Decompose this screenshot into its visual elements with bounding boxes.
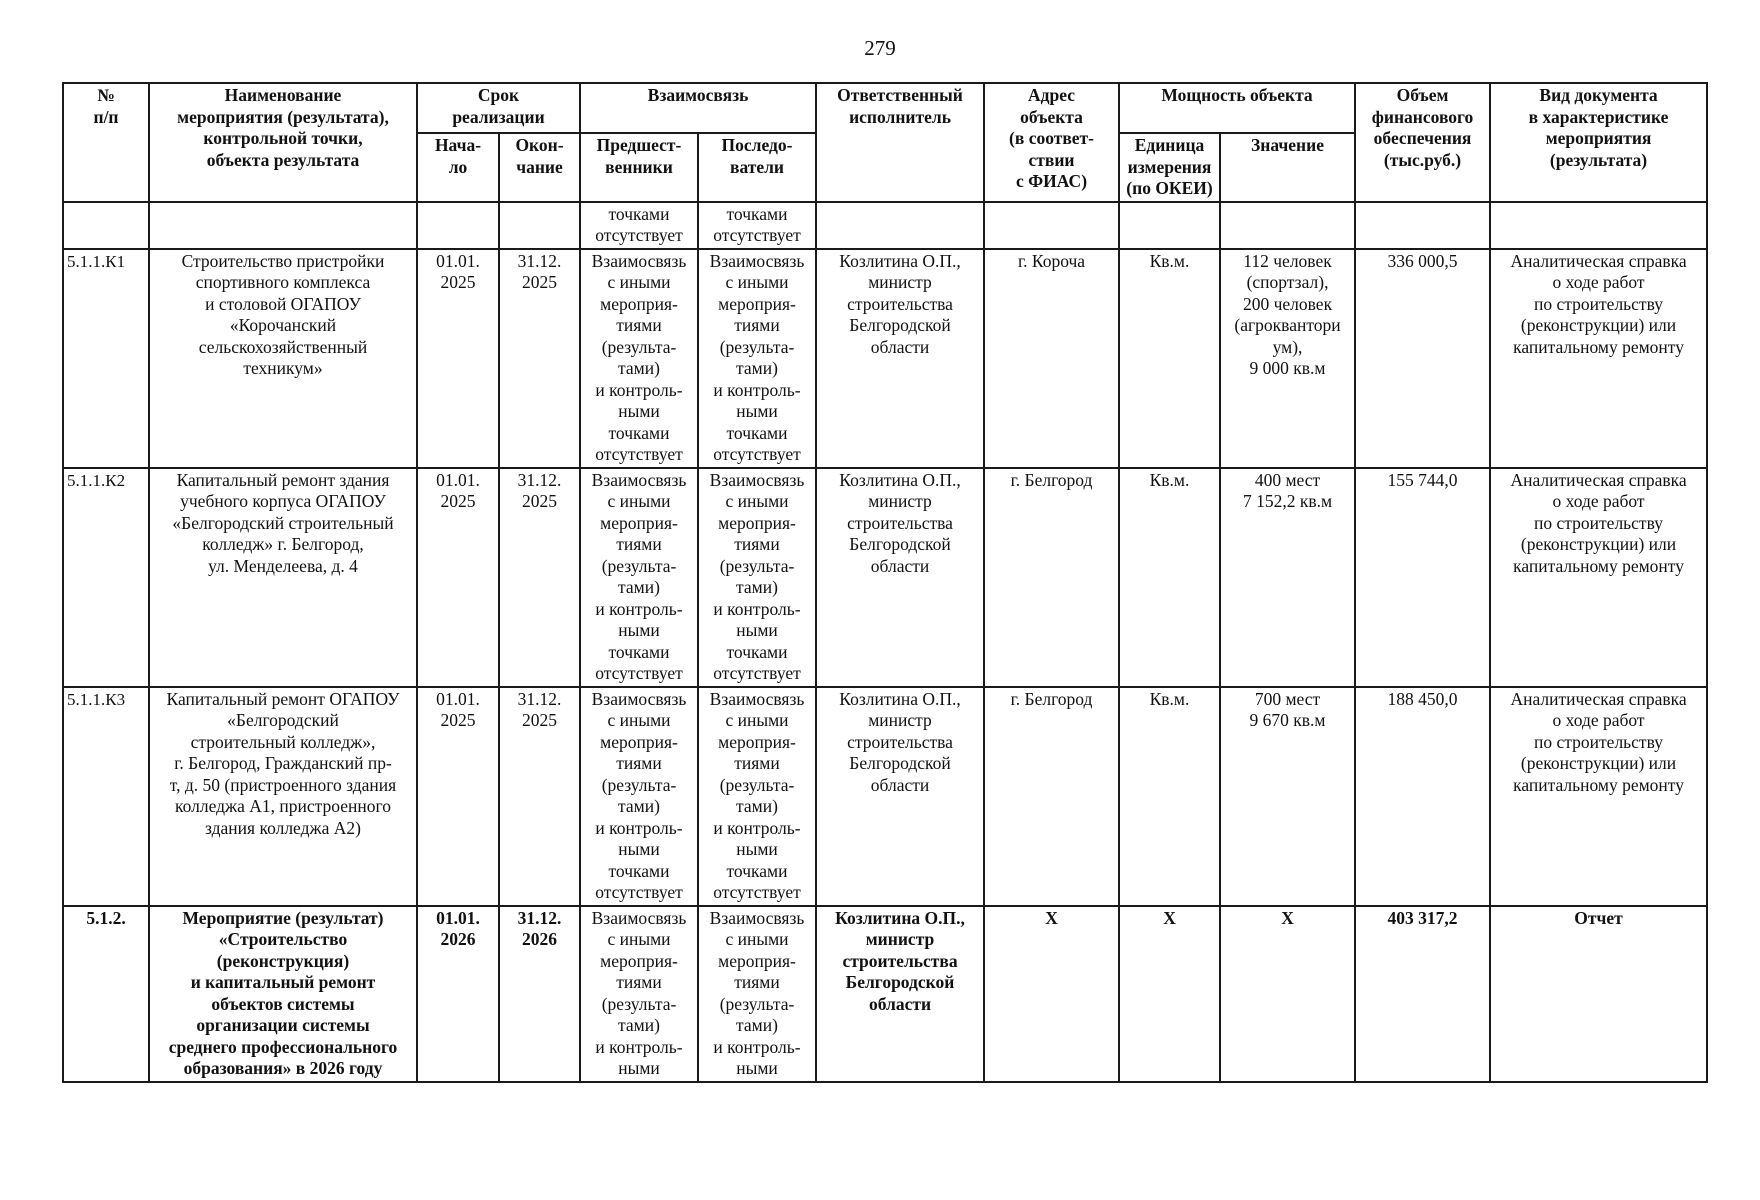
row-finance: 155 744,0 [1355,468,1490,687]
continuation-row [63,202,1707,249]
header-term: Срок реализации [417,83,580,133]
row-doc: Аналитическая справка о ходе работ по строительству (реконструкции) или капитальному ремонту [1490,468,1707,687]
row-name: Мероприятие (результат) «Строительство (реконструкция) и капитальный ремонт объектов системы организации системы среднего профессионального образования» в 2026 году [149,906,417,1082]
continuation-next: точками отсутствует [698,202,816,249]
header-row-1 [63,83,1707,133]
row-address: г. Белгород [984,687,1119,906]
row-unit: X [1119,906,1220,1082]
row-end: 31.12. 2025 [499,468,580,687]
row-start: 01.01. 2026 [417,906,499,1082]
row-next: Взаимосвязь с иными мероприя- тиями (результа- тами) и контроль- ными точками отсутствует [698,249,816,468]
page-number: 279 [864,36,896,60]
row-unit: Кв.м. [1119,687,1220,906]
header-doc-type: Вид документа в характеристике мероприятия (результата) [1490,83,1707,202]
table-row-summary [63,906,1707,1082]
row-responsible: Козлитина О.П., министр строительства Белгородской области [816,249,984,468]
row-start: 01.01. 2025 [417,468,499,687]
row-unit: Кв.м. [1119,249,1220,468]
header-term-end: Окон- чание [499,133,580,202]
header-num: № п/п [63,83,149,202]
row-name: Капитальный ремонт ОГАПОУ «Белгородский строительный колледж», г. Белгород, Гражданский пр- т, д. 50 (пристроенного здания колледжа А1, пристроенного здания колледжа А2) [149,687,417,906]
continuation-prev: точками отсутствует [580,202,698,249]
row-name: Капитальный ремонт здания учебного корпуса ОГАПОУ «Белгородский строительный колледж» г. Белгород, ул. Менделеева, д. 4 [149,468,417,687]
header-capacity-value: Значение [1220,133,1355,202]
row-end: 31.12. 2025 [499,249,580,468]
header-link: Взаимосвязь [580,83,816,133]
header-responsible: Ответственный исполнитель [816,83,984,202]
header-term-start: Нача- ло [417,133,499,202]
row-prev: Взаимосвязь с иными мероприя- тиями (результа- тами) и контроль- ными точками отсутствует [580,687,698,906]
row-doc: Отчет [1490,906,1707,1082]
row-address: X [984,906,1119,1082]
row-next: Взаимосвязь с иными мероприя- тиями (результа- тами) и контроль- ными точками отсутствует [698,468,816,687]
header-address: Адрес объекта (в соответ- ствии с ФИАС) [984,83,1119,202]
row-num: 5.1.1.К2 [63,468,149,687]
row-num: 5.1.1.К1 [63,249,149,468]
row-prev: Взаимосвязь с иными мероприя- тиями (результа- тами) и контроль- ными точками отсутствует [580,468,698,687]
row-next: Взаимосвязь с иными мероприя- тиями (результа- тами) и контроль- ными точками отсутствует [698,687,816,906]
table-row [63,468,1707,687]
row-responsible: Козлитина О.П., министр строительства Белгородской области [816,687,984,906]
header-name: Наименование мероприятия (результата), контрольной точки, объекта результата [149,83,417,202]
table-row [63,249,1707,468]
row-prev: Взаимосвязь с иными мероприя- тиями (результа- тами) и контроль- ными точками отсутствует [580,249,698,468]
table-row [63,687,1707,906]
row-name: Строительство пристройки спортивного комплекса и столовой ОГАПОУ «Корочанский сельскохозяйственный техникум» [149,249,417,468]
row-responsible: Козлитина О.П., министр строительства Белгородской области [816,468,984,687]
row-doc: Аналитическая справка о ходе работ по строительству (реконструкции) или капитальному ремонту [1490,249,1707,468]
row-address: г. Белгород [984,468,1119,687]
row-finance: 403 317,2 [1355,906,1490,1082]
row-unit: Кв.м. [1119,468,1220,687]
header-capacity: Мощность объекта [1119,83,1355,133]
row-finance: 188 450,0 [1355,687,1490,906]
row-start: 01.01. 2025 [417,249,499,468]
header-link-next: Последо- ватели [698,133,816,202]
row-value: 112 человек (спортзал), 200 человек (агроквантори ум), 9 000 кв.м [1220,249,1355,468]
header-capacity-unit: Единица измерения (по ОКЕИ) [1119,133,1220,202]
row-start: 01.01. 2025 [417,687,499,906]
row-next: Взаимосвязь с иными мероприя- тиями (результа- тами) и контроль- ными [698,906,816,1082]
row-num: 5.1.1.К3 [63,687,149,906]
row-value: 400 мест 7 152,2 кв.м [1220,468,1355,687]
row-value: X [1220,906,1355,1082]
header-link-prev: Предшест- венники [580,133,698,202]
row-address: г. Короча [984,249,1119,468]
row-responsible: Козлитина О.П., министр строительства Белгородской области [816,906,984,1082]
header-finance: Объем финансового обеспечения (тыс.руб.) [1355,83,1490,202]
activities-table [62,82,1708,1083]
row-finance: 336 000,5 [1355,249,1490,468]
row-prev: Взаимосвязь с иными мероприя- тиями (результа- тами) и контроль- ными [580,906,698,1082]
row-end: 31.12. 2025 [499,687,580,906]
row-doc: Аналитическая справка о ходе работ по строительству (реконструкции) или капитальному ремонту [1490,687,1707,906]
row-value: 700 мест 9 670 кв.м [1220,687,1355,906]
row-end: 31.12. 2026 [499,906,580,1082]
row-num: 5.1.2. [63,906,149,1082]
